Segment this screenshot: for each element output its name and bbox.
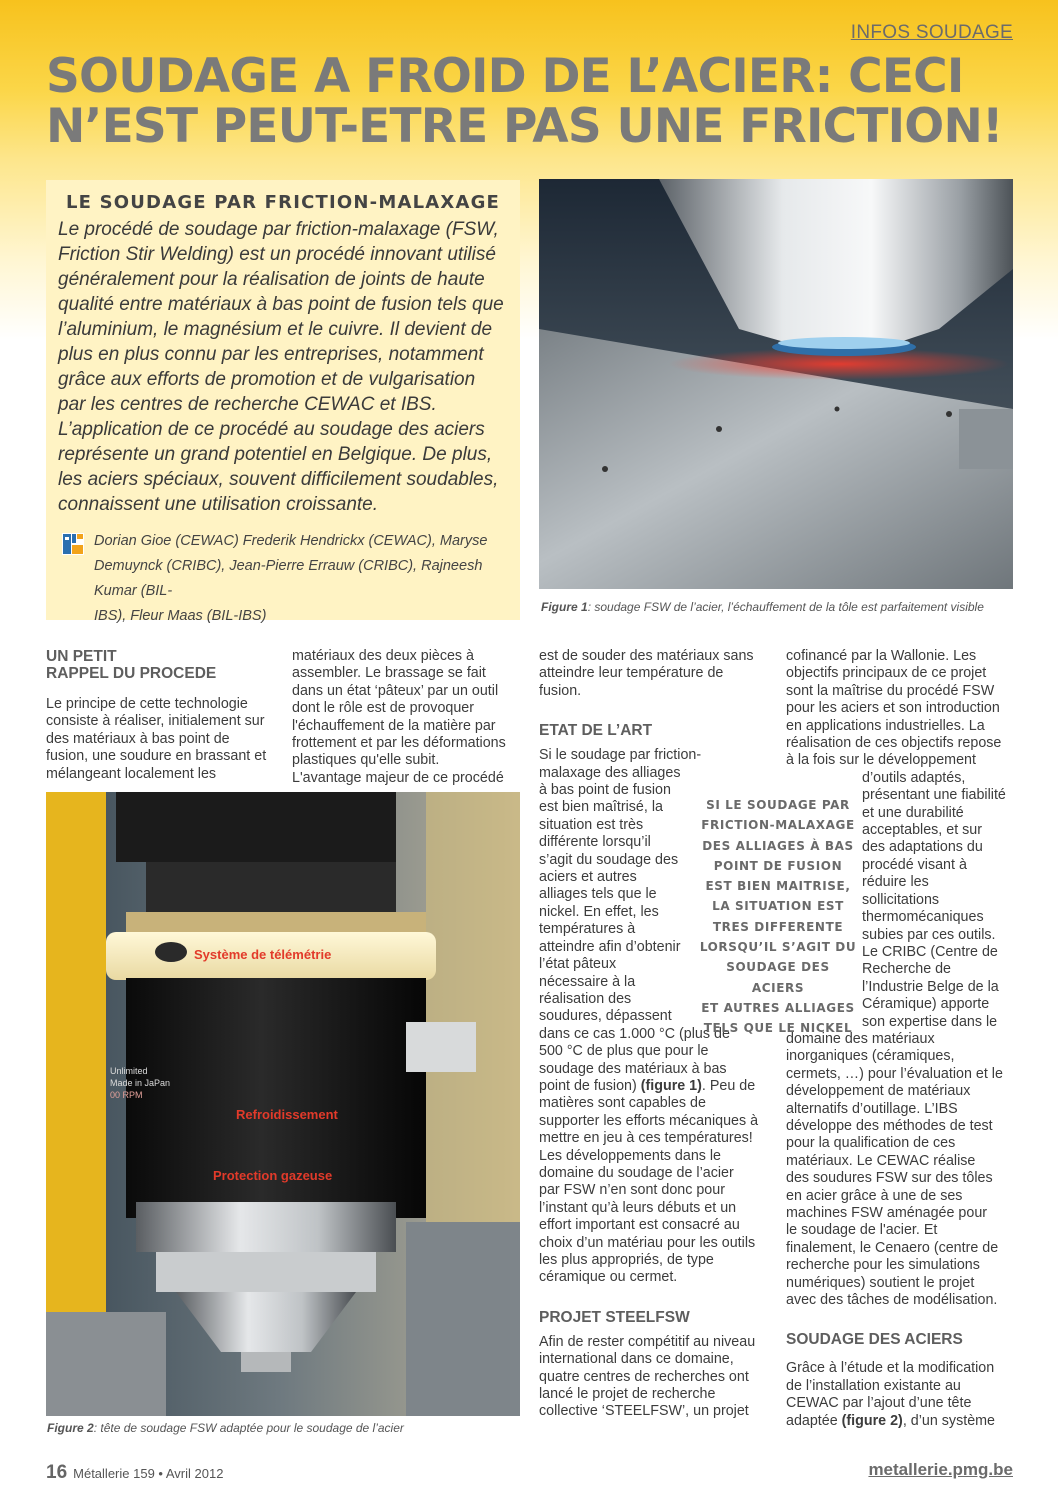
heading-rappel-line: RAPPEL DU PROCEDE [46, 665, 217, 682]
headline-line-1: SOUDAGE A FROID DE L’ACIER: CECI [46, 49, 964, 104]
column-1-text [46, 696, 276, 783]
text-line: thermomécaniques [862, 909, 984, 926]
column-4 [786, 648, 1014, 1430]
text-line: pour la qualification de ces [786, 1135, 956, 1152]
fsw-tool-illustration [539, 179, 1013, 589]
column-4-text-a [786, 648, 1014, 770]
figure-2-label: Figure 2 [47, 1421, 94, 1435]
text-line: des adaptations du [862, 839, 983, 856]
text-line: malaxage des alliages [539, 764, 681, 781]
fsw-head-illustration [46, 792, 520, 1416]
text-line: atteindre afin d’obtenir [539, 938, 681, 955]
text-line: assembler. Le brassage se fait [292, 665, 486, 682]
author-logo-icon [62, 533, 84, 555]
text-line: procédé visant à [862, 856, 967, 873]
text-line: effort important est consacré au [539, 1217, 740, 1234]
text-fragment: adaptée [786, 1412, 842, 1429]
intro-line: généralement pour la réalisation de joints de haute [58, 269, 485, 290]
figure-1-label: Figure 1 [541, 600, 588, 614]
text-line: réduire les [862, 874, 929, 891]
text-line: nickel. En effet, les [539, 903, 659, 920]
issue-info: Métallerie 159 • Avril 2012 [73, 1466, 224, 1481]
text-line: l'échauffement de la matière par [292, 717, 496, 734]
text-line: l’état pâteux [539, 956, 617, 973]
intro-line: connaissent une utilisation croissante. [58, 494, 379, 515]
text-line: développe des méthodes de test [786, 1117, 993, 1134]
intro-line: l’aluminium, le magnésium et le cuivre. Il devient de [58, 319, 493, 340]
text-line: l’Industrie Belge de la [862, 978, 999, 995]
text-line: numériques) soutient le projet [786, 1274, 975, 1291]
text-line: matériaux. Le CEWAC réalise [786, 1152, 976, 1169]
text-line: alliages tels que le [539, 886, 657, 903]
intro-title: LE SOUDAGE PAR FRICTION-MALAXAGE [65, 192, 501, 213]
text-line: dans ce cas 1.000 °C (plus de [539, 1025, 730, 1042]
pull-quote-line: LA SITUATION EST [712, 899, 844, 914]
pull-quote-line: POINT DE FUSION [713, 858, 843, 873]
label-cooling: Refroidissement [236, 1107, 338, 1122]
heading-rappel-line: UN PETIT [46, 648, 117, 665]
intro-line: par les centres de recherche CEWAC et IBS. [58, 394, 437, 415]
text-line: Grâce à l’étude et la modification [786, 1360, 995, 1377]
text-line: développement de matériaux [786, 1083, 971, 1100]
intro-line: représente un grand potentiel en Belgique. De plus, [58, 444, 493, 465]
intro-line: qualité entre matériaux à bas point de fusion tels que [58, 294, 504, 315]
text-line: L'avantage majeur de ce procédé [292, 769, 504, 786]
figure-2-photo [46, 792, 520, 1416]
text-line: sollicitations [862, 891, 940, 908]
text-line: températures à [539, 921, 636, 938]
text-line: de l’installation existante au [786, 1377, 961, 1394]
text-line: des soudures FSW sur des tôles [786, 1170, 993, 1187]
figure-1-caption-text: : soudage FSW de l’acier, l’échauffement de la tôle est parfaitement visible [587, 600, 984, 614]
text-line: Si le soudage par friction- [539, 747, 702, 764]
pull-quote-line: TELS QUE LE NICKEL [703, 1021, 853, 1036]
intro-line: Friction Stir Welding) est un procédé innovant utilisé [58, 244, 496, 265]
intro-text [58, 217, 508, 517]
text-line: présentant une fiabilité [862, 787, 1006, 804]
text-line: céramique ou cermet. [539, 1269, 678, 1286]
headline [46, 49, 1026, 154]
text-line: son expertise dans le [862, 1013, 998, 1030]
pull-quote-line: DES ALLIAGES À BAS [702, 838, 854, 853]
headline-line-2: N’EST PEUT-ETRE PAS UNE FRICTION! [46, 99, 1003, 154]
pull-quote-line: SI LE SOUDAGE PAR [706, 798, 850, 812]
text-line: international dans ce domaine, [539, 1351, 734, 1368]
figure-1-caption [541, 600, 984, 614]
text-line: fusion, une soudure en brassant et [46, 748, 267, 765]
footer-website-link[interactable]: metallerie.pmg.be [868, 1460, 1013, 1479]
footer-left [46, 1462, 223, 1484]
text-line: cermets, …) pour l’évaluation et le [786, 1065, 1003, 1082]
text-line: matières sont capables de [539, 1095, 706, 1112]
text-line: soudage des matériaux à bas [539, 1060, 727, 1077]
pull-quote-line: TRES DIFFERENTE [712, 919, 844, 934]
column-2-text [292, 648, 522, 787]
pull-quote-line: FRICTION-MALAXAGE [701, 818, 855, 833]
text-line: matériaux des deux pièces à [292, 648, 474, 664]
text-line: différente lorsqu’il [539, 834, 651, 851]
figure-1-photo [539, 179, 1013, 589]
text-line: réalisation des [539, 990, 632, 1007]
text-line: l’instant qu’à leurs débuts et un [539, 1199, 737, 1216]
text-line: est de souder des matériaux sans [539, 648, 754, 664]
heading-rappel [46, 648, 276, 682]
text-line: machines FSW aménagée pour [786, 1205, 988, 1221]
text-line: fusion. [539, 682, 582, 699]
engraving-rpm: 00 RPM [110, 1090, 143, 1100]
intro-box [46, 180, 520, 624]
text-line [539, 1078, 755, 1094]
text-line: soudures, dépassent [539, 1008, 672, 1025]
column-4-text-c [786, 1031, 1014, 1310]
text-line: consiste à réaliser, initialement sur [46, 713, 265, 730]
text-line: 500 °C de plus que pour le [539, 1043, 709, 1060]
text-line: domaine du soudage de l’acier [539, 1164, 734, 1181]
authors-line: Demuynck (CRIBC), Jean-Pierre Errauw (CRIBC), Rajneesh Kumar (BIL- [94, 558, 483, 599]
page-number: 16 [46, 1462, 68, 1483]
column-1 [46, 648, 276, 783]
intro-line: plus en plus connu par les entreprises, notamment [58, 344, 484, 365]
text-line [786, 1413, 995, 1429]
text-line: d’outils adaptés, [862, 769, 966, 786]
intro-line: L’application de ce procédé au soudage des aciers [58, 419, 485, 440]
text-line: atteindre leur température de [539, 665, 724, 682]
column-3-top-text [539, 648, 774, 700]
text-line: supporter les efforts mécaniques à [539, 1112, 759, 1129]
text-line: mettre en jeu à ces températures! [539, 1130, 753, 1147]
text-line: quatre centres de recherches ont [539, 1368, 749, 1385]
label-telemetry: Système de télémétrie [194, 947, 332, 962]
text-line: pour les aciers et son introduction [786, 700, 1000, 717]
projet-text [539, 1334, 774, 1421]
figure-2-caption-text: : tête de soudage FSW adaptée pour le soudage de l’acier [93, 1421, 404, 1435]
text-line: finalement, le Cenaero (centre de [786, 1239, 999, 1256]
text-line: domaine des matériaux [786, 1030, 935, 1047]
text-fragment: point de fusion) [539, 1077, 641, 1094]
column-2 [292, 648, 522, 787]
text-fragment: . Peu de [701, 1077, 756, 1094]
engraving-unlimited: Unlimited [110, 1066, 148, 1076]
text-line: choix d’un matériau pour les outils [539, 1234, 756, 1251]
text-line: dans un état ‘pâteux’ par un outil [292, 682, 499, 699]
text-line: Le CRIBC (Centre de [862, 943, 998, 960]
soudage-aciers-text [786, 1360, 1014, 1430]
text-line: les plus appropriés, de type [539, 1252, 714, 1268]
authors-text [94, 529, 508, 629]
label-gas-protection: Protection gazeuse [213, 1168, 333, 1183]
text-line: et une durabilité [862, 804, 964, 821]
authors-line: Dorian Gioe (CEWAC) Frederik Hendrickx (CEWAC), Maryse [94, 533, 488, 549]
text-line: cofinancé par la Wallonie. Les [786, 648, 977, 664]
text-line: acceptables, et sur [862, 822, 983, 839]
text-line: Le principe de cette technologie [46, 696, 248, 712]
text-line: en applications industrielles. La [786, 717, 985, 734]
text-line: Recherche de [862, 961, 952, 978]
section-tag[interactable]: INFOS SOUDAGE [850, 22, 1013, 43]
figure-2-reference[interactable]: (figure 2) [841, 1412, 903, 1429]
intro-line: les aciers spéciaux, souvent difficilement soudables, [58, 469, 499, 490]
text-line: est bien maîtrisé, la [539, 799, 663, 816]
text-fragment: , d’un système [902, 1412, 996, 1429]
text-line: sont la maîtrise du procédé FSW [786, 682, 995, 699]
text-line: à la fois sur le développement [786, 752, 976, 769]
pull-quote-line: SOUDAGE DES ACIERS [726, 960, 830, 995]
text-line: recherche pour les simulations [786, 1257, 980, 1274]
text-line: avec des tâches de modélisation. [786, 1292, 998, 1309]
intro-line: grâce aux efforts de promotion et de vulgarisation [58, 369, 476, 390]
column-4-text-b [786, 770, 1014, 1031]
text-line: réalisation de ces objectifs repose [786, 735, 1002, 752]
text-line: des matériaux à bas point de [46, 730, 230, 747]
text-line: collective ‘STEELFSW’, un projet [539, 1403, 749, 1420]
pull-quote-line: ET AUTRES ALLIAGES [701, 1000, 855, 1015]
text-line: alternatifs d’outillage. L’IBS [786, 1100, 958, 1117]
pull-quote-line: LORSQU’IL S’AGIT DU [699, 940, 857, 955]
intro-line: Le procédé de soudage par friction-malaxage (FSW, [58, 219, 499, 240]
text-line: Céramique) apporte [862, 996, 990, 1013]
text-line: dont le rôle est de provoquer [292, 700, 475, 717]
figure-1-reference[interactable]: (figure 1) [640, 1077, 702, 1094]
heading-etat-art: ETAT DE L’ART [539, 722, 653, 740]
pull-quote-line: EST BIEN MAITRISE, [705, 879, 851, 894]
text-line: Afin de rester compétitif au niveau [539, 1333, 756, 1350]
text-line: à bas point de fusion [539, 782, 671, 799]
text-line: inorganiques (céramiques, [786, 1048, 955, 1065]
text-line: par FSW n’en sont donc pour [539, 1182, 725, 1199]
text-line: mélangeant localement les [46, 765, 217, 782]
text-line: le soudage de l'acier. Et [786, 1222, 938, 1239]
text-line: situation est très [539, 816, 644, 833]
heading-projet-steelfsw: PROJET STEELFSW [539, 1308, 690, 1326]
engraving-made-in: Made in JaPan [110, 1078, 171, 1088]
text-line: CEWAC par l’ajout d’une tête [786, 1395, 972, 1412]
text-line: aciers et autres [539, 869, 637, 886]
text-line: plastiques qu'elle subit. [292, 752, 440, 769]
text-line: frottement et par les déformations [292, 735, 506, 752]
figure-2-caption [47, 1421, 404, 1435]
text-line: subies par ces outils. [862, 926, 996, 943]
authors [58, 529, 508, 629]
text-line: objectifs principaux de ce projet [786, 665, 987, 682]
heading-soudage-aciers: SOUDAGE DES ACIERS [786, 1331, 963, 1349]
text-line: en acier grâce à une de ses [786, 1187, 963, 1204]
text-line: nécessaire à la [539, 973, 636, 990]
text-line: lancé le projet de recherche [539, 1386, 716, 1403]
authors-line: IBS), Fleur Maas (BIL-IBS) [94, 608, 267, 624]
text-line: s’agit du soudage des [539, 851, 679, 868]
text-line: Les développements dans le [539, 1147, 722, 1164]
